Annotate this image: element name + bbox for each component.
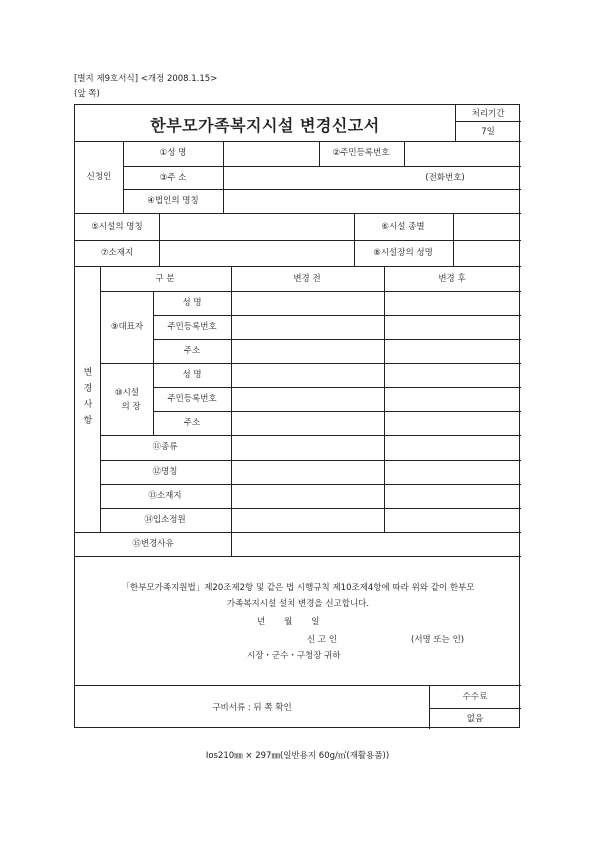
facility-name-label: ⑤시설의 명칭	[91, 222, 143, 232]
facility-head-name-label: ⑧시설장의 성명	[373, 248, 433, 258]
page-side-label: (앞 쪽)	[74, 89, 100, 99]
fee-label: 수수료	[462, 692, 488, 702]
resident-number-label: ②주민등록번호	[332, 148, 390, 158]
processing-period-label: 처리기간	[471, 109, 505, 119]
form-number: [별지 제9호서식] <개정 2008.1.15>	[74, 74, 218, 84]
representative-label: ⑨대표자	[110, 322, 144, 332]
facility-name-field[interactable]	[160, 214, 354, 240]
declaration-line-2: 가족복지시설 설치 변경을 신고합니다.	[226, 599, 370, 609]
name-label: ①성 명	[159, 148, 187, 158]
facility-head-label: ⑩시설	[114, 388, 140, 398]
report-form	[74, 104, 520, 728]
addressee: 시장・군수・구청장 귀하	[247, 651, 341, 661]
facility-head-name-field[interactable]	[454, 241, 521, 266]
change-location-label: ⑬소재지	[148, 491, 182, 501]
applicant-section-label: 신청인	[86, 172, 112, 182]
before-change-header: 변경 전	[293, 274, 321, 284]
after-change-header: 변경 후	[438, 274, 466, 284]
head-address-label: 주소	[183, 418, 201, 428]
form-title: 한부모가족복지시설 변경신고서	[150, 116, 380, 135]
declarant-label: 신 고 인	[307, 635, 338, 645]
facility-type-label: ⑥시설 종별	[381, 222, 425, 232]
location-label: ⑦소재지	[100, 248, 134, 258]
processing-period-value: 7일	[481, 127, 495, 137]
rep-name-label: 성 명	[182, 298, 202, 308]
corporation-name-field[interactable]	[224, 190, 521, 213]
change-reason-label: ⑮변경사유	[132, 539, 174, 549]
address-label: ③주 소	[159, 173, 187, 183]
rep-address-label: 주소	[183, 346, 201, 356]
date-line: 년 월 일	[257, 617, 320, 627]
category-header: 구 분	[155, 274, 175, 284]
head-name-label: 성 명	[182, 370, 202, 380]
head-resident-number-label: 주민등록번호	[167, 394, 217, 404]
location-field[interactable]	[160, 241, 354, 266]
fee-value: 없음	[466, 714, 484, 724]
title-name-label: ⑫명칭	[152, 467, 178, 477]
type-label: ⑪종류	[152, 442, 178, 452]
required-documents: 구비서류 : 뒤 쪽 확인	[212, 703, 292, 713]
name-field[interactable]	[223, 142, 319, 166]
capacity-label: ⑭입소정원	[144, 515, 186, 525]
paper-spec-footer: Ios210㎜ × 297㎜(일반용지 60g/㎡(재활용품))	[205, 751, 390, 761]
rep-resident-number-label: 주민등록번호	[167, 322, 217, 332]
resident-number-field[interactable]	[405, 142, 521, 166]
facility-head-label-2: 의 장	[121, 402, 141, 412]
phone-label: (전화번호)	[425, 173, 465, 183]
address-field[interactable]	[224, 167, 521, 189]
corporation-name-label: ④법인의 명칭	[147, 196, 199, 206]
facility-type-field[interactable]	[454, 214, 521, 240]
signature-label: (서명 또는 인)	[411, 635, 465, 645]
changes-section-label: 변 경 사 항	[83, 368, 93, 426]
declaration-line-1: 「한부모가족지원법」제20조제2항 및 같은 법 시행규칙 제10조제4항에 따라 위와 같이 한부모	[121, 583, 475, 593]
